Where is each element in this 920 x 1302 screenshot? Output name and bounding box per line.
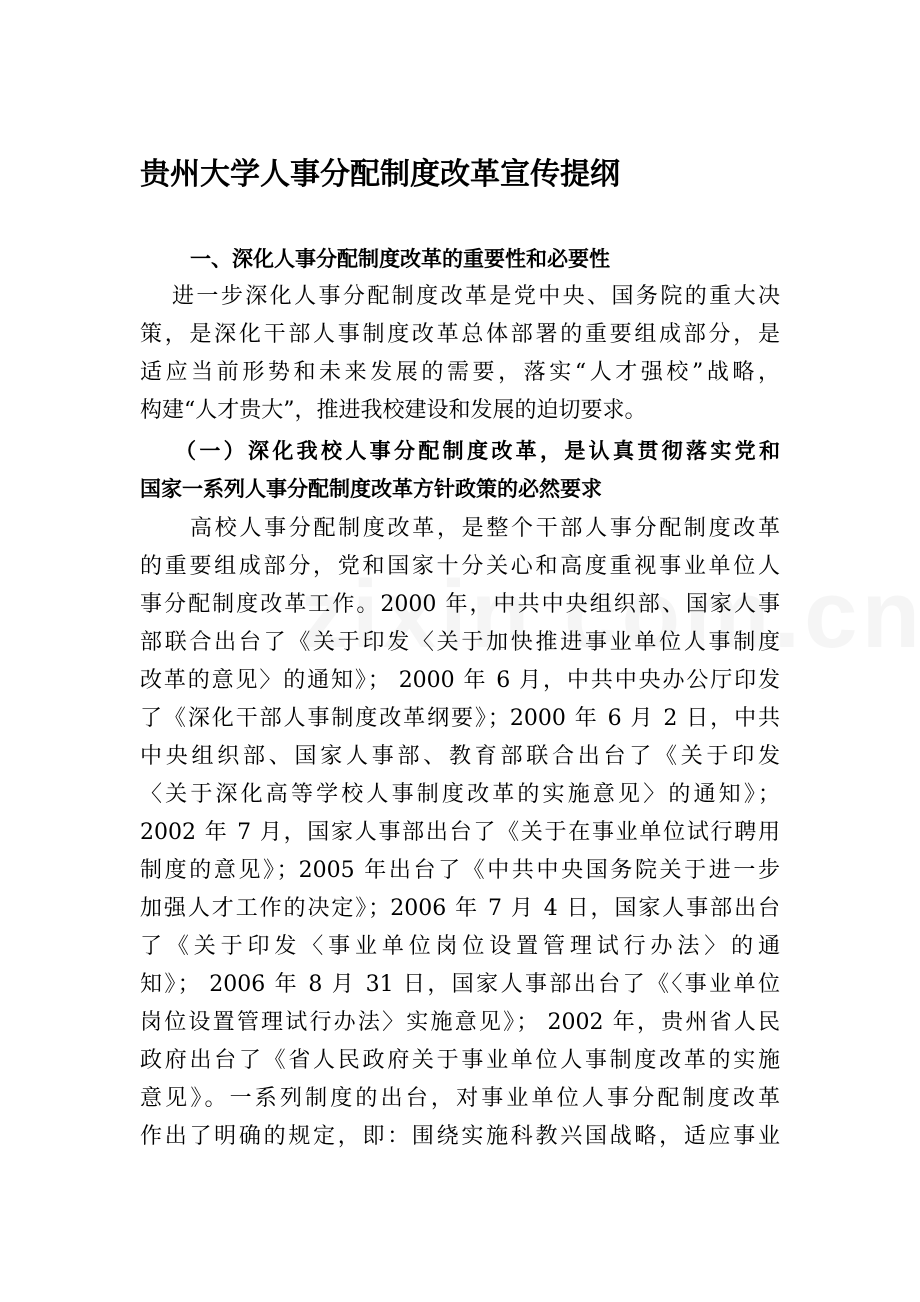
paragraph-2-line: 制度的意见》；2005 年出台了《中共中央国务院关于进一步	[140, 858, 780, 883]
paragraph-1-line: 进一步深化人事分配制度改革是党中央、国务院的重大决	[172, 284, 780, 309]
paragraph-2-line: 高校人事分配制度改革，是整个干部人事分配制度改革	[190, 516, 780, 541]
paragraph-1-line: 构建“人才贵大”，推进我校建设和发展的迫切要求。	[140, 398, 647, 423]
paragraph-1-line: 策，是深化干部人事制度改革总体部署的重要组成部分，是	[140, 322, 780, 347]
paragraph-2-line: 的重要组成部分，党和国家十分关心和高度重视事业单位人	[140, 554, 780, 579]
paragraph-2-line: 事分配制度改革工作。2000 年，中共中央组织部、国家人事	[140, 592, 780, 617]
section-heading-1: 一、深化人事分配制度改革的重要性和必要性	[190, 247, 610, 271]
paragraph-2-line: 加强人才工作的决定》；2006 年 7 月 4 日，国家人事部出台	[140, 896, 780, 921]
paragraph-2-line: 了《关于印发〈事业单位岗位设置管理试行办法〉的通	[140, 934, 780, 959]
paragraph-2-line: 知》； 2006 年 8 月 31 日，国家人事部出台了《〈事业单位	[140, 972, 780, 997]
subsection-heading-1: 国家一系列人事分配制度改革方针政策的必然要求	[140, 477, 602, 501]
paragraph-2-line: 中央组织部、国家人事部、教育部联合出台了《关于印发	[140, 744, 780, 769]
paragraph-2-line: 改革的意见〉的通知》； 2000 年 6 月，中共中央办公厅印发	[140, 668, 780, 693]
paragraph-2-line: 了《深化干部人事制度改革纲要》；2000 年 6 月 2 日，中共	[140, 706, 780, 731]
paragraph-2-line: 〈关于深化高等学校人事制度改革的实施意见〉的通知》；	[140, 782, 780, 807]
paragraph-2-line: 意见》。一系列制度的出台，对事业单位人事分配制度改革	[140, 1086, 780, 1111]
subsection-heading-1: （一）深化我校人事分配制度改革，是认真贯彻落实党和	[175, 439, 780, 463]
paragraph-2-line: 政府出台了《省人民政府关于事业单位人事制度改革的实施	[140, 1048, 780, 1073]
document-title: 贵州大学人事分配制度改革宣传提纲	[140, 157, 620, 192]
paragraph-2-line: 部联合出台了《关于印发〈关于加快推进事业单位人事制度	[140, 630, 780, 655]
paragraph-1-line: 适应当前形势和未来发展的需要，落实“人才强校”战略，	[140, 360, 780, 385]
paragraph-2-line: 2002 年 7 月，国家人事部出台了《关于在事业单位试行聘用	[140, 820, 780, 845]
paragraph-2-line: 作出了明确的规定，即：围绕实施科教兴国战略，适应事业	[140, 1124, 780, 1149]
paragraph-2-line: 岗位设置管理试行办法〉实施意见》； 2002 年，贵州省人民	[140, 1010, 780, 1035]
